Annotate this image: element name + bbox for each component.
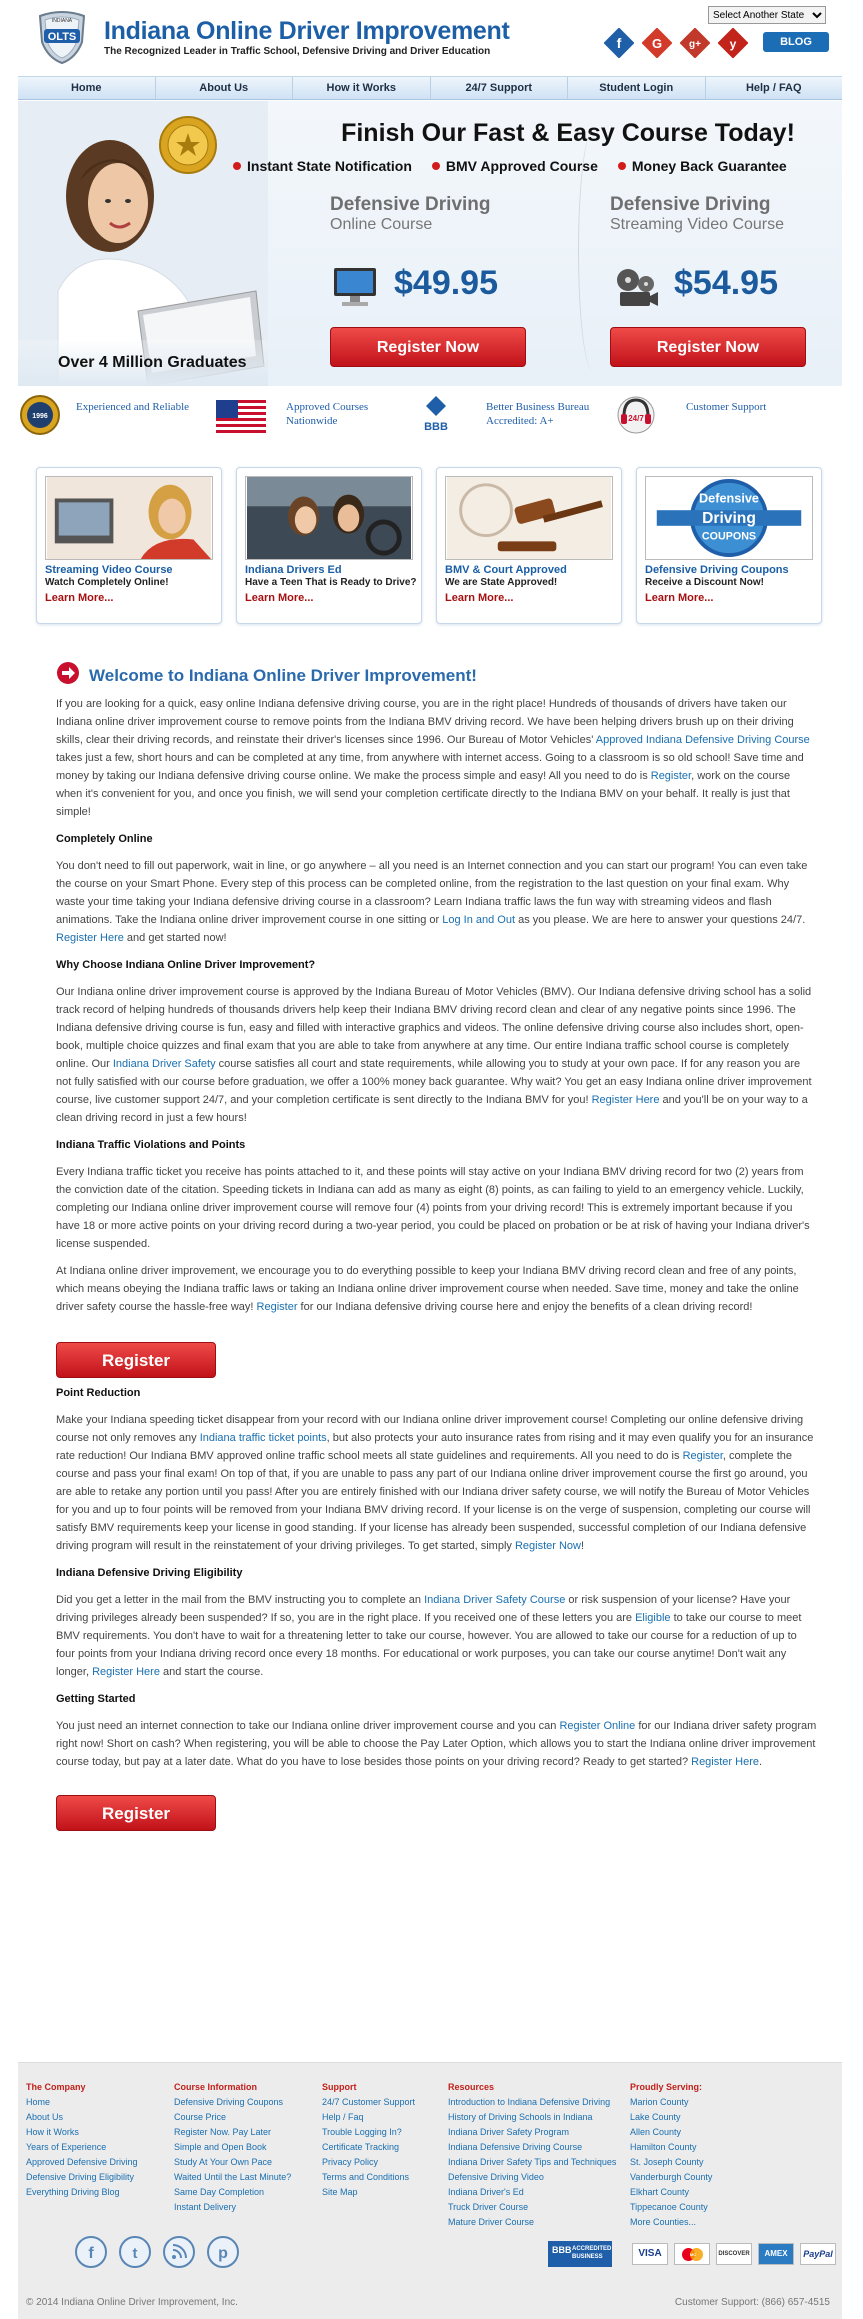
footer-link[interactable]: Indiana Driver Safety Program — [448, 2127, 570, 2137]
yelp-icon[interactable] — [718, 28, 748, 58]
footer-heading: Resources — [448, 2082, 495, 2092]
box-bmv-court[interactable] — [436, 467, 622, 624]
footer-link[interactable]: How it Works — [26, 2127, 79, 2137]
nav-how-it-works[interactable]: How it Works — [293, 77, 431, 99]
badge-line2: Accredited: A+ — [486, 415, 554, 427]
footer-column-serving — [630, 2080, 780, 2230]
svg-text:g+: g+ — [689, 39, 701, 50]
woman-laptop-photo — [45, 476, 213, 560]
register-link[interactable]: Register — [650, 770, 692, 782]
nav-student-login[interactable]: Student Login — [568, 77, 706, 99]
learn-more-link[interactable]: Learn More... — [245, 592, 314, 604]
hero-bullets — [233, 158, 787, 174]
text: takes just a few, short hours and can be completed at any time, from anywhere with internet access. Going to a classroom is so old school! Save time and money by taking our Indiana defensive driving course online. We make the process simple and easy! All you need to do is — [56, 752, 804, 782]
main-nav — [18, 76, 842, 100]
box-title: BMV & Court Approved — [445, 564, 567, 576]
logo-state: INDIANA — [51, 18, 73, 24]
footer-link[interactable]: Vanderburgh County — [630, 2172, 713, 2182]
text: ! — [580, 1540, 585, 1552]
footer-link[interactable]: Defensive Driving Video — [448, 2172, 544, 2182]
footer-link[interactable]: Privacy Policy — [322, 2157, 379, 2167]
state-approved-seal-icon — [158, 115, 218, 175]
svg-text:1996: 1996 — [32, 413, 48, 420]
graduates-caption: Over 4 Million Graduates — [18, 340, 268, 386]
footer-link[interactable]: Introduction to Indiana Defensive Driving — [448, 2097, 611, 2107]
teen-driver-car-photo — [245, 476, 413, 560]
header — [18, 0, 842, 75]
film-reel-icon — [610, 264, 660, 310]
badge-customer-support — [616, 394, 816, 444]
footer-link[interactable]: Elkhart County — [630, 2187, 690, 2197]
register-link[interactable]: Register — [256, 1301, 298, 1313]
twitter-icon[interactable] — [118, 2235, 152, 2269]
footer-link[interactable]: Waited Until the Last Minute? — [174, 2172, 292, 2182]
online-paragraph — [56, 857, 818, 947]
blog-button[interactable]: BLOG — [763, 32, 829, 52]
footer-column-course — [174, 2080, 324, 2215]
footer-link[interactable]: History of Driving Schools in Indiana — [448, 2112, 593, 2122]
badge-text — [286, 400, 368, 428]
bbb-accredited-icon: BBB ACCREDITED BUSINESS — [548, 2241, 612, 2267]
badge-line1: Experienced and Reliable — [76, 401, 190, 413]
driver-safety-course-link[interactable]: Indiana Driver Safety Course — [424, 1594, 566, 1606]
text: You don't need to fill out paperwork, wait in line, or go anywhere – all you need is an Internet connection and you can start our program! You can even take the course on your Smart Phone. Every step of this process can be completed online, from the registration to the last question on your final exam. Why waste your time taking your Indiana defensive driving course in a classroom? Learn Indiana traffic laws the fun way with streaming videos and flash animations. Take the Indiana online driver improvement course in one sitting or — [56, 860, 808, 926]
footer-link[interactable]: More Counties... — [630, 2217, 697, 2227]
learn-more-link[interactable]: Learn More... — [45, 592, 114, 604]
mastercard-icon — [674, 2243, 710, 2265]
footer-link[interactable]: Simple and Open Book — [174, 2142, 267, 2152]
nav-help-faq[interactable]: Help / FAQ — [745, 82, 802, 94]
footer-link[interactable]: Lake County — [630, 2112, 681, 2122]
footer-heading: Proudly Serving: — [630, 2082, 703, 2092]
text: as you please. We are here to answer your questions 24/7. — [515, 914, 806, 926]
register-now-link[interactable]: Register Now — [514, 1540, 581, 1552]
footer-link[interactable]: Everything Driving Blog — [26, 2187, 120, 2197]
coupon-line1: Defensive — [699, 491, 759, 506]
footer-link[interactable]: 24/7 Customer Support — [322, 2097, 416, 2107]
svg-text:t: t — [132, 2245, 138, 2262]
text: At Indiana online driver improvement, we encourage you to do everything possible to keep your Indiana BMV driving record clean and free of any points, which means obeying the Indiana traffic laws or taking an Indiana online driver improvement course when needed. Save time, money and take the online driver safety course the hassle-free way! — [56, 1265, 799, 1313]
box-title: Defensive Driving Coupons — [645, 564, 789, 576]
box-desc: We are State Approved! — [445, 577, 558, 588]
footer-link[interactable]: Help / Faq — [322, 2112, 364, 2122]
hero-banner — [18, 101, 842, 386]
svg-text:G: G — [651, 36, 663, 51]
bbb-label: ACCREDITED BUSINESS — [572, 2246, 612, 2260]
learn-more-link[interactable]: Learn More... — [645, 592, 714, 604]
footer-link[interactable]: Tippecanoe County — [630, 2202, 708, 2212]
hero-headline: Finish Our Fast & Easy Course Today! — [341, 119, 795, 147]
section-heading-started: Getting Started — [56, 1693, 136, 1705]
text: course satisfies all court and state requirements, while allowing you to study at your own pace. If for any reason you are not fully satisfied with our course before graduation, we offer a 100% money back guarantee. Why wait? You get an easy Indiana online driver improvement course, live customer support 24/7, and your completion certificate is sent directly to the Indiana BMV for you! — [56, 1058, 812, 1106]
offer-title: Defensive Driving — [610, 194, 771, 215]
welcome-heading — [56, 655, 818, 695]
footer-link[interactable]: Approved Defensive Driving — [26, 2157, 138, 2167]
text: for our Indiana driver safety program right now! Short on cash? When registering, you will be able to choose the Pay Later Option, which allows you to start the Indiana online driver improvement course today, but pay at a later date. What do you have to lose besides those points on your driving record? Ready to get started? — [56, 1720, 817, 1768]
paypal-icon: PayPal — [800, 2243, 836, 2265]
violations-paragraph: Every Indiana traffic ticket you receive has points attached to it, and these points will stay active on your Indiana BMV driving record for two (2) years from the conviction date of the citation. Speeding tickets in Indiana can add as many as eight (8) points, as can failing to yield to an emergency vehicle. Luckily, completing our Indiana online driver improvement course will remove four (4) points from your driving record! This is extremely important because if you have 18 or more active points on your driving record during a two-year period, you could be placed on probation or be at risk of having your Indiana driver's license suspended. — [56, 1166, 810, 1250]
offer-price: $49.95 — [394, 264, 498, 302]
approved-course-link[interactable]: Approved Indiana Defensive Driving Course — [595, 734, 810, 746]
text: . — [758, 1756, 763, 1768]
text: Our Indiana online driver improvement course is approved by the Indiana Bureau of Motor Vehicles (BMV). Our Indiana defensive driving school has a solid track record of helping hundreds of thousands drivers help keep their Indiana BMV driving record clean and clear of any negative points since 1996. The Indiana defensive driving course is fun, easy and filled with interactive graphics and videos. The online defensive driving course also includes short, open-book, multiple choice quizzes and final exam that you are able to take from anywhere at any time. Our entire Indiana traffic school course is completely online. Our — [56, 986, 812, 1070]
register-here-link[interactable]: Register Here — [92, 1666, 160, 1678]
text: , complete the course and pass your final exam! On top of that, if you are unable to pass any part of our Indiana online driver improvement course the first go around, you are able to retake any portion until you pass! After you are entirely finished with our Indiana driver safety course, we will notify the Bureau of Motor Vehicles for you and up to four points will be removed from your Indiana BMV driving record. If your license is on the verge of suspension, completing our course will satisfy BMV requirements keep your license in good standing. If your license has already been suspended, successful completion of our Indiana defensive driving program will result in the reinstatement of your driving privileges. To get started, simply — [56, 1450, 811, 1552]
offer-price: $54.95 — [674, 264, 778, 302]
started-paragraph — [56, 1717, 818, 1771]
footer-link[interactable]: Hamilton County — [630, 2142, 697, 2152]
learn-more-link[interactable]: Learn More... — [445, 592, 514, 604]
offer-video-course — [610, 194, 830, 356]
footer-link[interactable]: Instant Delivery — [174, 2202, 237, 2212]
customer-support-phone[interactable]: Customer Support: (866) 657-4515 — [674, 2297, 830, 2308]
pinterest-icon[interactable] — [206, 2235, 240, 2269]
svg-text:24/7: 24/7 — [628, 414, 644, 423]
section-heading-reduction: Point Reduction — [56, 1387, 141, 1399]
footer-link[interactable]: About Us — [26, 2112, 64, 2122]
us-flag-icon — [216, 400, 266, 434]
coupon-line2: Driving — [702, 509, 756, 527]
section-heading-eligibility: Indiana Defensive Driving Eligibility — [56, 1567, 243, 1579]
section-heading-why: Why Choose Indiana Online Driver Improvement? — [56, 959, 316, 971]
box-desc: Watch Completely Online! — [45, 577, 169, 588]
text: You just need an internet connection to take our Indiana online driver improvement course and you can — [56, 1720, 560, 1732]
defensive-driving-coupons-badge — [645, 476, 813, 560]
box-streaming-video[interactable] — [36, 467, 222, 624]
text: or risk suspension of your license? Have your driving privileges already been suspended? If so, you are in the right place. If you received one of these letters you are — [56, 1594, 791, 1624]
text: and start the course. — [159, 1666, 264, 1678]
box-title: Streaming Video Course — [45, 564, 173, 576]
text: Did you get a letter in the mail from the BMV instructing you to complete an — [56, 1594, 425, 1606]
badge-bbb — [416, 394, 616, 444]
bullet-money-back: Money Back Guarantee — [618, 158, 787, 174]
computer-monitor-icon — [330, 264, 380, 310]
amex-icon: AMEX — [758, 2243, 794, 2265]
badge-text — [686, 400, 766, 414]
footer-link[interactable]: Indiana Defensive Driving Course — [448, 2142, 583, 2152]
text: , but also protects your auto insurance rates from rising and it may even qualify you for an insurance rate reduction! Our Indiana BMV approved online traffic school meets all state guidelines and requirements. All you need to do is — [56, 1432, 814, 1462]
register-here-link[interactable]: Register Here — [691, 1756, 759, 1768]
svg-text:f: f — [88, 2245, 94, 2262]
main-content — [56, 655, 818, 1837]
site-title[interactable]: Indiana Online Driver Improvement — [104, 17, 510, 45]
footer-link[interactable]: Years of Experience — [26, 2142, 107, 2152]
footer-link[interactable]: Defensive Driving Coupons — [174, 2097, 284, 2107]
footer-link[interactable]: Same Day Completion — [174, 2187, 265, 2197]
footer-column-resources — [448, 2080, 628, 2230]
offer-subtitle: Streaming Video Course — [610, 216, 785, 233]
hero-divider — [578, 131, 608, 371]
footer-heading: The Company — [26, 2082, 86, 2092]
register-here-link[interactable]: Register Here — [591, 1094, 660, 1106]
badge-line1: Approved Courses — [286, 401, 369, 413]
box-title: Indiana Drivers Ed — [245, 564, 342, 576]
badge-text — [486, 400, 589, 428]
text: for our Indiana defensive driving course here and enjoy the benefits of a clean driving record! — [297, 1301, 753, 1313]
driver-safety-link[interactable]: Indiana Driver Safety — [112, 1058, 216, 1070]
footer-link[interactable]: Truck Driver Course — [448, 2202, 529, 2212]
facebook-icon[interactable] — [604, 28, 634, 58]
text: and get started now! — [123, 932, 227, 944]
log-in-out-link[interactable]: Log In and Out — [442, 914, 516, 926]
offer-title: Defensive Driving — [330, 194, 491, 215]
logo-text: OLTS — [47, 31, 77, 43]
section-heading-online: Completely Online — [56, 833, 153, 845]
badge-since-1996 — [20, 394, 220, 444]
svg-text:BBB: BBB — [424, 421, 448, 433]
bullet-instant-notification: Instant State Notification — [233, 158, 412, 174]
gavel-approved-photo — [445, 476, 613, 560]
discover-icon: DISCOVER — [716, 2243, 752, 2265]
eligible-link[interactable]: Eligible — [635, 1612, 671, 1624]
google-icon[interactable] — [642, 28, 672, 58]
arrow-right-circle-icon — [56, 661, 80, 685]
footer-link[interactable]: Defensive Driving Eligibility — [26, 2172, 135, 2182]
badge-line2: Nationwide — [286, 415, 338, 427]
welcome-title: Welcome to Indiana Online Driver Improvement! — [89, 666, 477, 685]
text: and you'll be on your way to a clean driving record in just a few hours! — [56, 1094, 808, 1124]
ticket-points-link[interactable]: Indiana traffic ticket points — [199, 1432, 327, 1444]
page-wrapper — [18, 0, 842, 2319]
footer-link[interactable]: Certificate Tracking — [322, 2142, 400, 2152]
text: to take our course to meet BMV requirements. You don't have to wait for a threatening letter to take our course, however. You are allowed to take our course for a reduction of up to four points from your Indiana driving record once every 18 months. For educational or work purposes, you can take our course anytime! Don't wait any longer, — [56, 1612, 802, 1678]
rss-icon[interactable] — [162, 2235, 196, 2269]
olts-shield-logo[interactable] — [36, 10, 88, 64]
badge-text — [76, 400, 189, 414]
svg-text:y: y — [729, 37, 737, 51]
footer-link[interactable]: Allen County — [630, 2127, 682, 2137]
register-now-online-button[interactable]: Register Now — [330, 327, 526, 367]
register-now-video-button[interactable]: Register Now — [610, 327, 806, 367]
box-coupons[interactable] — [636, 467, 822, 624]
footer-column-company — [26, 2080, 176, 2200]
visa-icon: VISA — [632, 2243, 668, 2265]
support-headset-icon — [616, 394, 656, 436]
state-select[interactable] — [708, 6, 826, 24]
eligibility-paragraph — [56, 1591, 818, 1681]
since-1996-seal-icon — [20, 394, 60, 436]
intro-paragraph — [56, 695, 818, 821]
why-paragraph — [56, 983, 818, 1127]
nav-about-us[interactable]: About Us — [156, 77, 294, 99]
box-drivers-ed[interactable] — [236, 467, 422, 624]
section-heading-violations: Indiana Traffic Violations and Points — [56, 1139, 246, 1151]
reduction-paragraph — [56, 1411, 818, 1555]
coupon-line3: COUPONS — [701, 530, 757, 543]
register-button[interactable]: Register — [56, 1342, 216, 1378]
register-online-link[interactable]: Register Online — [559, 1720, 636, 1732]
facebook-icon[interactable] — [74, 2235, 108, 2269]
offer-subtitle: Online Course — [330, 216, 433, 233]
svg-text:p: p — [218, 2245, 228, 2262]
footer-link[interactable]: Trouble Logging In? — [322, 2127, 402, 2137]
encourage-paragraph — [56, 1262, 818, 1316]
footer-link[interactable]: Indiana Driver Safety Tips and Techniques — [448, 2157, 617, 2167]
box-desc: Receive a Discount Now! — [645, 577, 764, 588]
copyright: © 2014 Indiana Online Driver Improvement, Inc. — [26, 2297, 238, 2308]
footer-link[interactable]: Course Price — [174, 2112, 227, 2122]
register-link[interactable]: Register — [682, 1450, 723, 1462]
site-tagline: The Recognized Leader in Traffic School, Defensive Driving and Driver Education — [104, 46, 491, 57]
offer-online-course — [330, 194, 550, 356]
box-desc: Have a Teen That is Ready to Drive? — [245, 577, 417, 588]
payment-logos — [548, 2241, 836, 2267]
footer — [18, 2062, 842, 2319]
svg-text:f: f — [616, 35, 622, 51]
nav-home[interactable]: Home — [18, 77, 156, 99]
footer-link[interactable]: Home — [26, 2097, 51, 2107]
footer-link[interactable]: Marion County — [630, 2097, 689, 2107]
footer-heading: Course Information — [174, 2082, 258, 2092]
bullet-bmv-approved: BMV Approved Course — [432, 158, 598, 174]
footer-link[interactable]: Terms and Conditions — [322, 2172, 410, 2182]
mastercard-label: MC — [689, 2252, 697, 2257]
badge-line1: Customer Support — [686, 401, 767, 413]
badge-approved-nationwide — [216, 394, 416, 444]
google-plus-icon[interactable] — [680, 28, 710, 58]
nav-support[interactable]: 24/7 Support — [431, 77, 569, 99]
text: If you are looking for a quick, easy online Indiana defensive driving course, you are in the right place! Hundreds of thousands of drivers have taken our Indiana online driver improvement course to remove points from the Indiana BMV driving record. We have been helping drivers brush up on their driving skills, clear their driving records, and reinstate their driver's licenses since 1996. Our Bureau of Motor Vehicles' — [56, 698, 794, 746]
trust-badges — [18, 390, 842, 450]
bbb-logo-icon — [416, 394, 456, 436]
text: Make your Indiana speeding ticket disappear from your record with our Indiana online driver improvement course! Completing our online defensive driving course not only removes any — [56, 1414, 804, 1444]
footer-heading: Support — [322, 2082, 357, 2092]
footer-link[interactable]: Study At Your Own Pace — [174, 2157, 273, 2167]
footer-link[interactable]: St. Joseph County — [630, 2157, 704, 2167]
register-button-bottom[interactable]: Register — [56, 1795, 216, 1831]
footer-link[interactable]: Register Now. Pay Later — [174, 2127, 272, 2137]
badge-line1: Better Business Bureau — [486, 401, 590, 413]
footer-link[interactable]: Indiana Driver's Ed — [448, 2187, 524, 2197]
footer-link[interactable]: Site Map — [322, 2187, 358, 2197]
text: , work on the course when it's convenient for you, and once you finish, we will send your completion certificate directly to the Indiana BMV on your behalf. It really is just that simple! — [56, 770, 791, 818]
footer-link[interactable]: Mature Driver Course — [448, 2217, 535, 2227]
register-here-link[interactable]: Register Here — [56, 932, 124, 944]
